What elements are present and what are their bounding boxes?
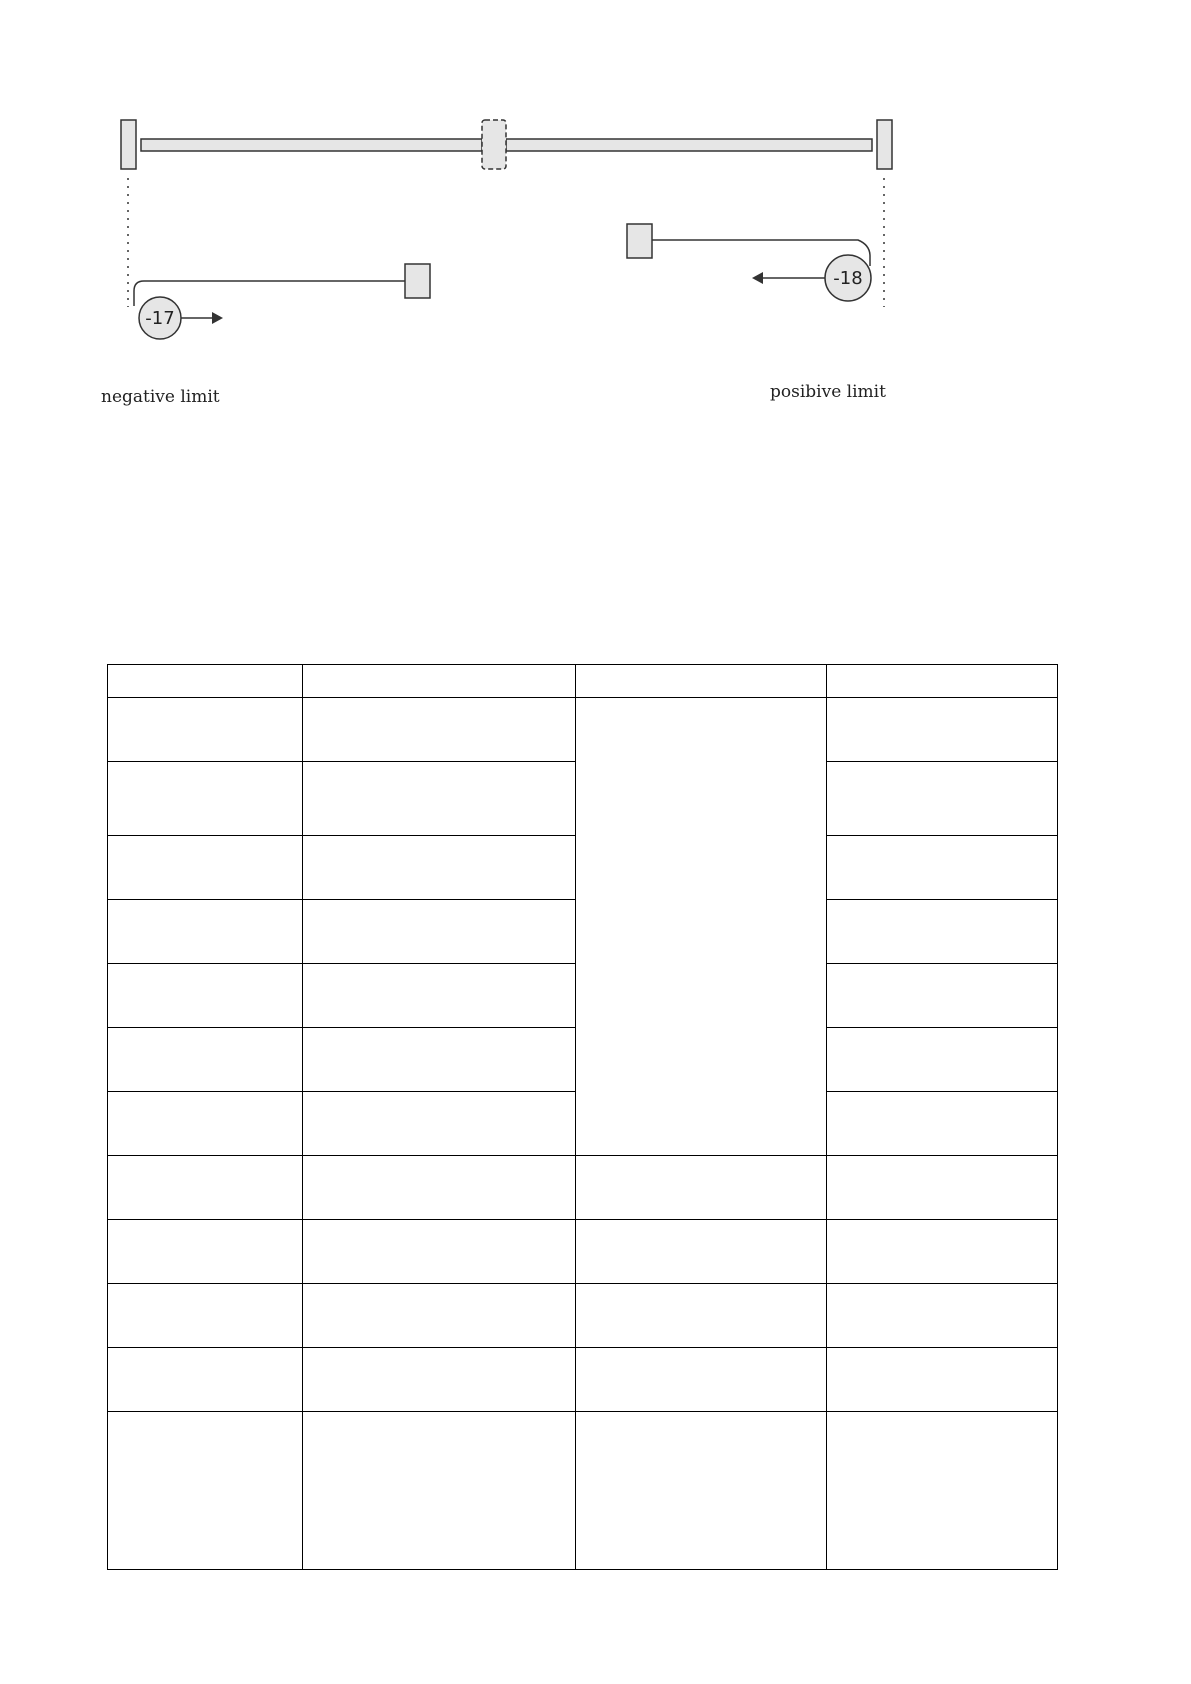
table-cell xyxy=(303,698,576,762)
table-cell xyxy=(827,1412,1058,1570)
table-row xyxy=(108,1220,1058,1284)
rail-left xyxy=(141,139,482,151)
table-header-row xyxy=(108,665,1058,698)
table-cell xyxy=(303,762,576,836)
table-cell xyxy=(576,1348,827,1412)
table-cell xyxy=(108,900,303,964)
table-cell xyxy=(827,836,1058,900)
table-cell xyxy=(576,1284,827,1348)
table-cell xyxy=(303,836,576,900)
table-cell xyxy=(108,1028,303,1092)
table-cell xyxy=(108,836,303,900)
table-row xyxy=(108,1284,1058,1348)
table-cell xyxy=(827,900,1058,964)
table-cell xyxy=(827,1028,1058,1092)
table-cell xyxy=(108,665,303,698)
table-cell xyxy=(303,665,576,698)
table-cell xyxy=(108,1412,303,1570)
positive-start-block xyxy=(627,224,652,258)
table-cell xyxy=(827,1092,1058,1156)
table-cell xyxy=(303,1284,576,1348)
table-cell xyxy=(576,665,827,698)
positive-limit-switch xyxy=(877,120,892,169)
table-cell xyxy=(827,1348,1058,1412)
table-cell xyxy=(108,762,303,836)
homing-limit-diagram xyxy=(0,0,1191,440)
table-cell xyxy=(108,1220,303,1284)
table-cell xyxy=(827,665,1058,698)
negative-direction-arrow-head xyxy=(212,312,223,324)
table-row xyxy=(108,1156,1058,1220)
table-cell xyxy=(827,964,1058,1028)
table-cell xyxy=(303,964,576,1028)
table-cell xyxy=(108,1156,303,1220)
table-cell xyxy=(576,1412,827,1570)
table-cell xyxy=(303,1092,576,1156)
positive-direction-arrow-head xyxy=(752,272,763,284)
negative-limit-label: negative limit xyxy=(101,387,220,407)
table-cell xyxy=(827,762,1058,836)
table-cell xyxy=(303,1220,576,1284)
table-row xyxy=(108,1348,1058,1412)
table-cell xyxy=(108,1092,303,1156)
slider-carriage xyxy=(482,120,506,169)
table-cell xyxy=(303,1412,576,1570)
positive-home-label: -18 xyxy=(833,268,863,289)
table-cell xyxy=(827,698,1058,762)
table-cell xyxy=(827,1284,1058,1348)
positive-limit-label: posibive limit xyxy=(770,382,886,402)
negative-limit-switch xyxy=(121,120,136,169)
table-cell xyxy=(827,1220,1058,1284)
table-cell xyxy=(303,900,576,964)
rail-right xyxy=(506,139,872,151)
table-cell xyxy=(108,698,303,762)
table-cell xyxy=(108,1284,303,1348)
table-cell xyxy=(303,1348,576,1412)
negative-start-block xyxy=(405,264,430,298)
table-cell xyxy=(108,1348,303,1412)
table-cell xyxy=(303,1156,576,1220)
table-cell xyxy=(303,1028,576,1092)
table-merged-cell xyxy=(576,698,827,1156)
negative-home-label: -17 xyxy=(145,308,175,329)
table-cell xyxy=(576,1156,827,1220)
parameter-table xyxy=(107,664,1058,1570)
table-cell xyxy=(108,964,303,1028)
table-cell xyxy=(576,1220,827,1284)
table-row xyxy=(108,1412,1058,1570)
table-cell xyxy=(827,1156,1058,1220)
table-row xyxy=(108,698,1058,762)
